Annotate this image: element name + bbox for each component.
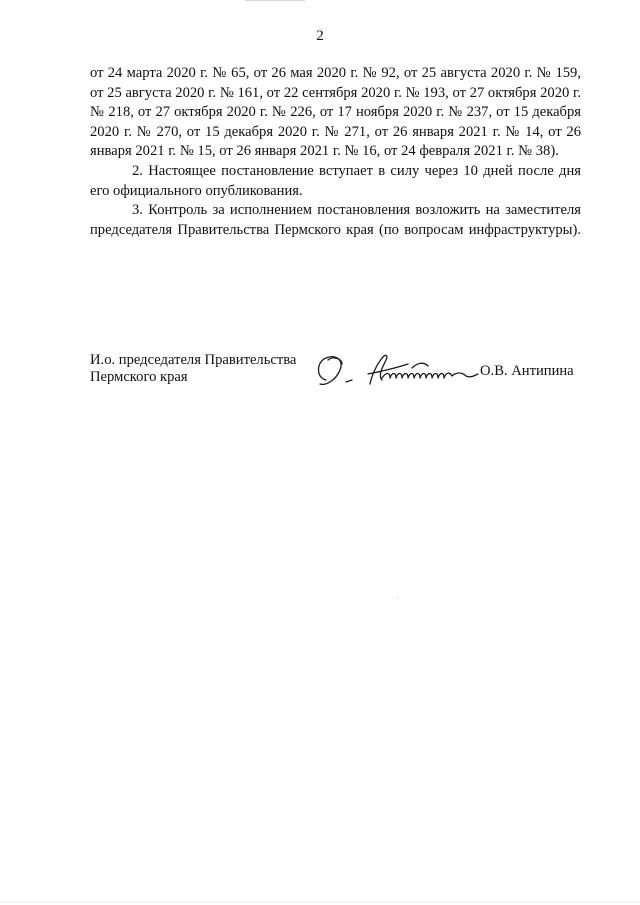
effective-date-paragraph: 2. Настоящее постановление вступает в силу через 10 дней после дня его официального опубликования. [90, 162, 581, 199]
signer-title [90, 352, 296, 386]
signer-name: О.В. Антипина [480, 363, 574, 379]
signer-title-line-1: И.о. председателя Правительства [90, 352, 297, 368]
signer-title-line-2: Пермского края [90, 369, 188, 385]
scan-artifact-bottom [0, 902, 640, 903]
scan-artifact-top [245, 0, 305, 1]
amendments-list-paragraph: от 24 марта 2020 г. № 65, от 26 мая 2020 г. № 92, от 25 августа 2020 г. № 159, от 25 августа 2020 г. № 161, от 22 сентября 2020 г. № 193, от 27 октября 2020 г. № 218, от 27 октября 2020 г. № 226, от 17 ноября 2020 г. № 237, от 15 декабря 2020 г. № 270, от 15 декабря 2020 г. № 271, от 26 января 2021 г. № 14, от 26 января 2021 г. № 15, от 26 января 2021 г. № 16, от 24 февраля 2021 г. № 38). [90, 65, 581, 160]
control-paragraph: 3. Контроль за исполнением постановления возложить на заместителя председателя Правительства Пермского края (по вопросам инфраструктуры). [90, 202, 581, 238]
page-number: 2 [316, 28, 324, 44]
handwritten-signature-image [312, 350, 482, 392]
signature-block [90, 350, 581, 400]
scan-dot [397, 598, 398, 599]
document-body [90, 64, 581, 240]
